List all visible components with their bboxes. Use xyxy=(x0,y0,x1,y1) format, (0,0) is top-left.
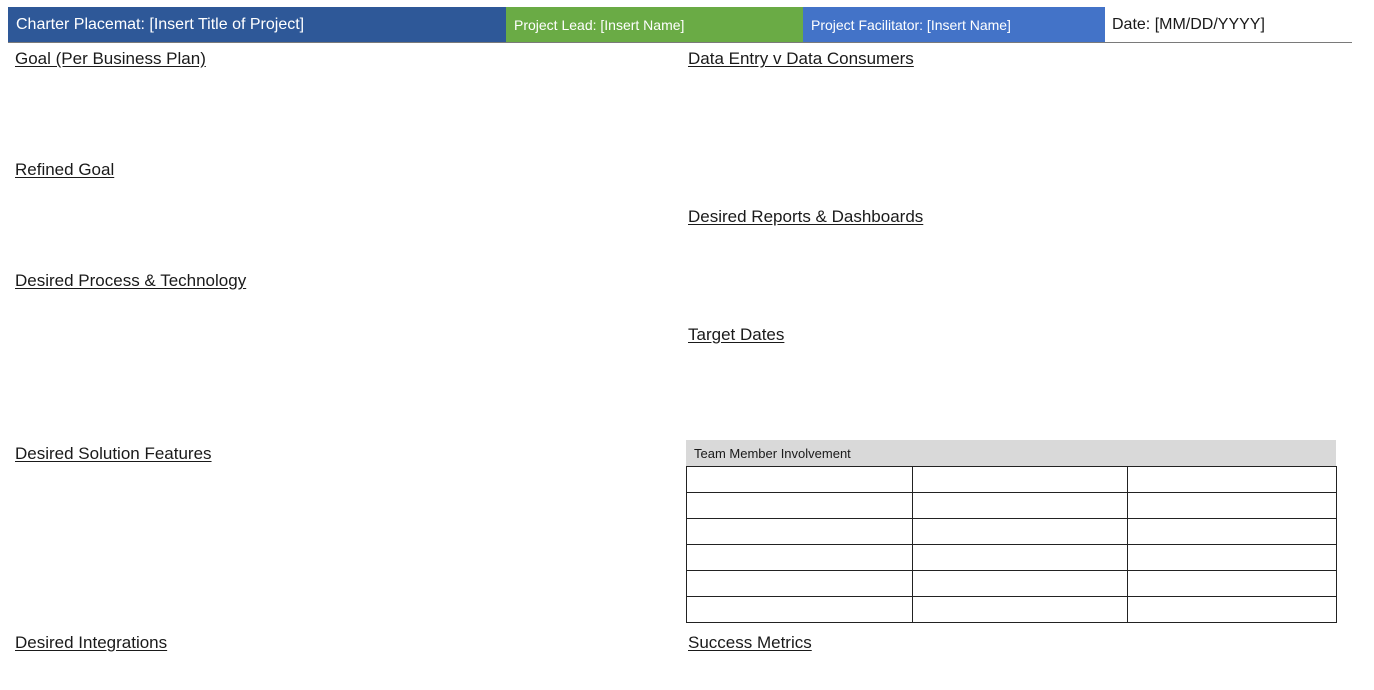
heading-data-entry: Data Entry v Data Consumers xyxy=(688,49,914,68)
heading-success-metrics: Success Metrics xyxy=(688,633,812,652)
team-grid xyxy=(686,466,1337,623)
team-cell[interactable] xyxy=(1128,571,1337,597)
team-cell[interactable] xyxy=(687,571,913,597)
team-row xyxy=(687,519,1337,545)
team-cell[interactable] xyxy=(1128,597,1337,623)
team-cell[interactable] xyxy=(913,467,1128,493)
header-bar xyxy=(8,7,1352,43)
team-row xyxy=(687,545,1337,571)
team-cell[interactable] xyxy=(913,597,1128,623)
team-cell[interactable] xyxy=(1128,545,1337,571)
team-row xyxy=(687,597,1337,623)
team-cell[interactable] xyxy=(687,519,913,545)
team-cell[interactable] xyxy=(913,571,1128,597)
team-cell[interactable] xyxy=(687,545,913,571)
heading-target-dates: Target Dates xyxy=(688,325,785,344)
heading-refined-goal: Refined Goal xyxy=(15,160,115,179)
project-title[interactable]: Charter Placemat: [Insert Title of Project] xyxy=(8,7,506,42)
team-cell[interactable] xyxy=(1128,467,1337,493)
project-facilitator[interactable]: Project Facilitator: [Insert Name] xyxy=(803,7,1105,42)
team-cell[interactable] xyxy=(1128,519,1337,545)
team-cell[interactable] xyxy=(1128,493,1337,519)
team-table-header: Team Member Involvement xyxy=(686,440,1336,466)
project-lead[interactable]: Project Lead: [Insert Name] xyxy=(506,7,803,42)
heading-integrations: Desired Integrations xyxy=(15,633,168,652)
heading-goal: Goal (Per Business Plan) xyxy=(15,49,206,68)
heading-process-technology: Desired Process & Technology xyxy=(15,271,247,290)
team-cell[interactable] xyxy=(913,545,1128,571)
team-cell[interactable] xyxy=(687,597,913,623)
heading-reports-dashboards: Desired Reports & Dashboards xyxy=(688,207,924,226)
team-row xyxy=(687,467,1337,493)
team-cell[interactable] xyxy=(913,519,1128,545)
team-cell[interactable] xyxy=(913,493,1128,519)
heading-solution-features: Desired Solution Features xyxy=(15,444,212,463)
team-row xyxy=(687,571,1337,597)
team-involvement-table xyxy=(686,440,1336,623)
team-cell[interactable] xyxy=(687,467,913,493)
team-cell[interactable] xyxy=(687,493,913,519)
team-row xyxy=(687,493,1337,519)
project-date[interactable]: Date: [MM/DD/YYYY] xyxy=(1105,7,1352,42)
